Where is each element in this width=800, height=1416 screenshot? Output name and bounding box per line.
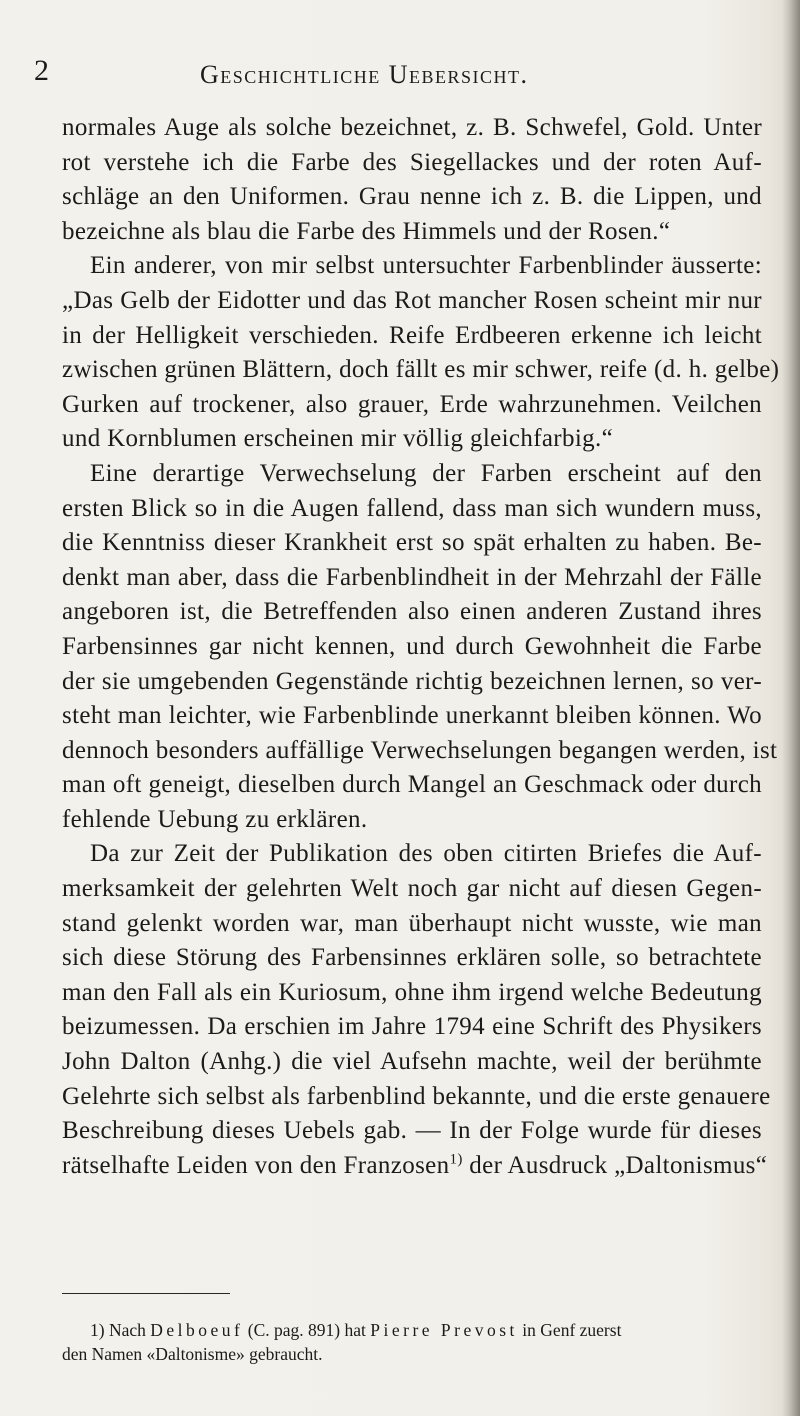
text-line: die Kenntniss dieser Krankheit erst so spät erhalten zu haben. Be- [62, 529, 762, 557]
author-name: Delboeuf [150, 1320, 244, 1340]
body-text [62, 111, 780, 1183]
text-line [62, 1149, 768, 1184]
footnote [62, 1318, 762, 1366]
text-line: merksamkeit der gelehrten Welt noch gar nicht auf diesen Gegen- [62, 875, 762, 903]
text-line: zwischen grünen Blättern, doch fällt es mir schwer, reife (d. h. gelbe) [62, 356, 780, 384]
text-fragment: der Ausdruck „Daltonismus“ [462, 1151, 768, 1179]
footnote-reference[interactable]: 1) [449, 1151, 463, 1168]
text-line: Da zur Zeit der Publikation des oben citirten Briefes die Auf- [90, 840, 762, 868]
text-fragment: rätselhafte Leiden von den Franzosen [62, 1151, 450, 1179]
footnote-text: Nach [104, 1320, 151, 1340]
running-head: Geschichtliche Uebersicht. [200, 60, 529, 89]
text-line: man den Fall als ein Kuriosum, ohne ihm irgend welche Bedeutung [62, 978, 762, 1006]
text-line: steht man leichter, wie Farbenblinde unerkannt bleiben können. Wo [62, 702, 762, 730]
text-line: sich diese Störung des Farbensinnes erklären solle, so betrachtete [62, 944, 762, 972]
footnote-line: den Namen «Daltonisme» gebraucht. [62, 1344, 323, 1364]
text-line: bezeichne als blau die Farbe des Himmels und der Rosen.“ [62, 217, 671, 245]
text-line: und Kornblumen erscheinen mir völlig gleichfarbig.“ [62, 425, 614, 453]
page-edge-shadow [782, 0, 800, 1416]
text-line: Farbensinnes gar nicht kennen, und durch Gewohnheit die Farbe [62, 632, 762, 660]
text-line: Beschreibung dieses Uebels gab. — In der Folge wurde für dieses [62, 1117, 762, 1145]
text-line: beizumessen. Da erschien im Jahre 1794 eine Schrift des Physikers [62, 1013, 762, 1041]
footnote-marker: 1) [90, 1320, 105, 1340]
footnote-text: (C. pag. 891) hat [243, 1320, 371, 1340]
text-line: normales Auge als solche bezeichnet, z. B. Schwefel, Gold. Unter [62, 114, 762, 141]
text-line: rot verstehe ich die Farbe des Siegellackes und der roten Auf- [62, 148, 762, 176]
text-line: denkt man aber, dass die Farbenblindheit in der Mehrzahl der Fälle [62, 563, 762, 591]
text-line: angeboren ist, die Betreffenden also einen anderen Zustand ihres [62, 598, 762, 626]
text-line: Gurken auf trockener, also grauer, Erde wahrzunehmen. Veilchen [62, 390, 762, 418]
footnote-text: in Genf zuerst [517, 1320, 622, 1340]
text-line: dennoch besonders auffällige Verwechselungen begangen werden, ist [62, 736, 778, 764]
text-line: John Dalton (Anhg.) die viel Aufsehn machte, weil der berühmte [62, 1048, 762, 1076]
text-line: der sie umgebenden Gegenstände richtig bezeichnen lernen, so ver- [62, 667, 762, 695]
text-line: fehlende Uebung zu erklären. [62, 805, 368, 833]
author-name: Pierre Prevost [370, 1320, 518, 1340]
text-line: ersten Blick so in die Augen fallend, dass man sich wundern muss, [62, 494, 762, 522]
text-line: in der Helligkeit verschieden. Reife Erdbeeren erkenne ich leicht [62, 321, 762, 349]
text-line: Ein anderer, von mir selbst untersuchter Farbenblinder äusserte: [90, 252, 762, 280]
page-number: 2 [34, 54, 49, 87]
text-line: „Das Gelb der Eidotter und das Rot mancher Rosen scheint mir nur [62, 286, 762, 314]
text-line: stand gelenkt worden war, man überhaupt nicht wusste, wie man [62, 909, 762, 937]
footnote-separator [62, 1293, 230, 1294]
text-line: man oft geneigt, dieselben durch Mangel an Geschmack oder durch [62, 771, 762, 799]
text-line: Eine derartige Verwechselung der Farben erscheint auf den [90, 459, 762, 487]
text-line: schläge an den Uniformen. Grau nenne ich z. B. die Lippen, und [62, 183, 762, 211]
footnote-line [90, 1318, 762, 1342]
text-line: Gelehrte sich selbst als farbenblind bekannte, und die erste genauere [62, 1082, 771, 1110]
